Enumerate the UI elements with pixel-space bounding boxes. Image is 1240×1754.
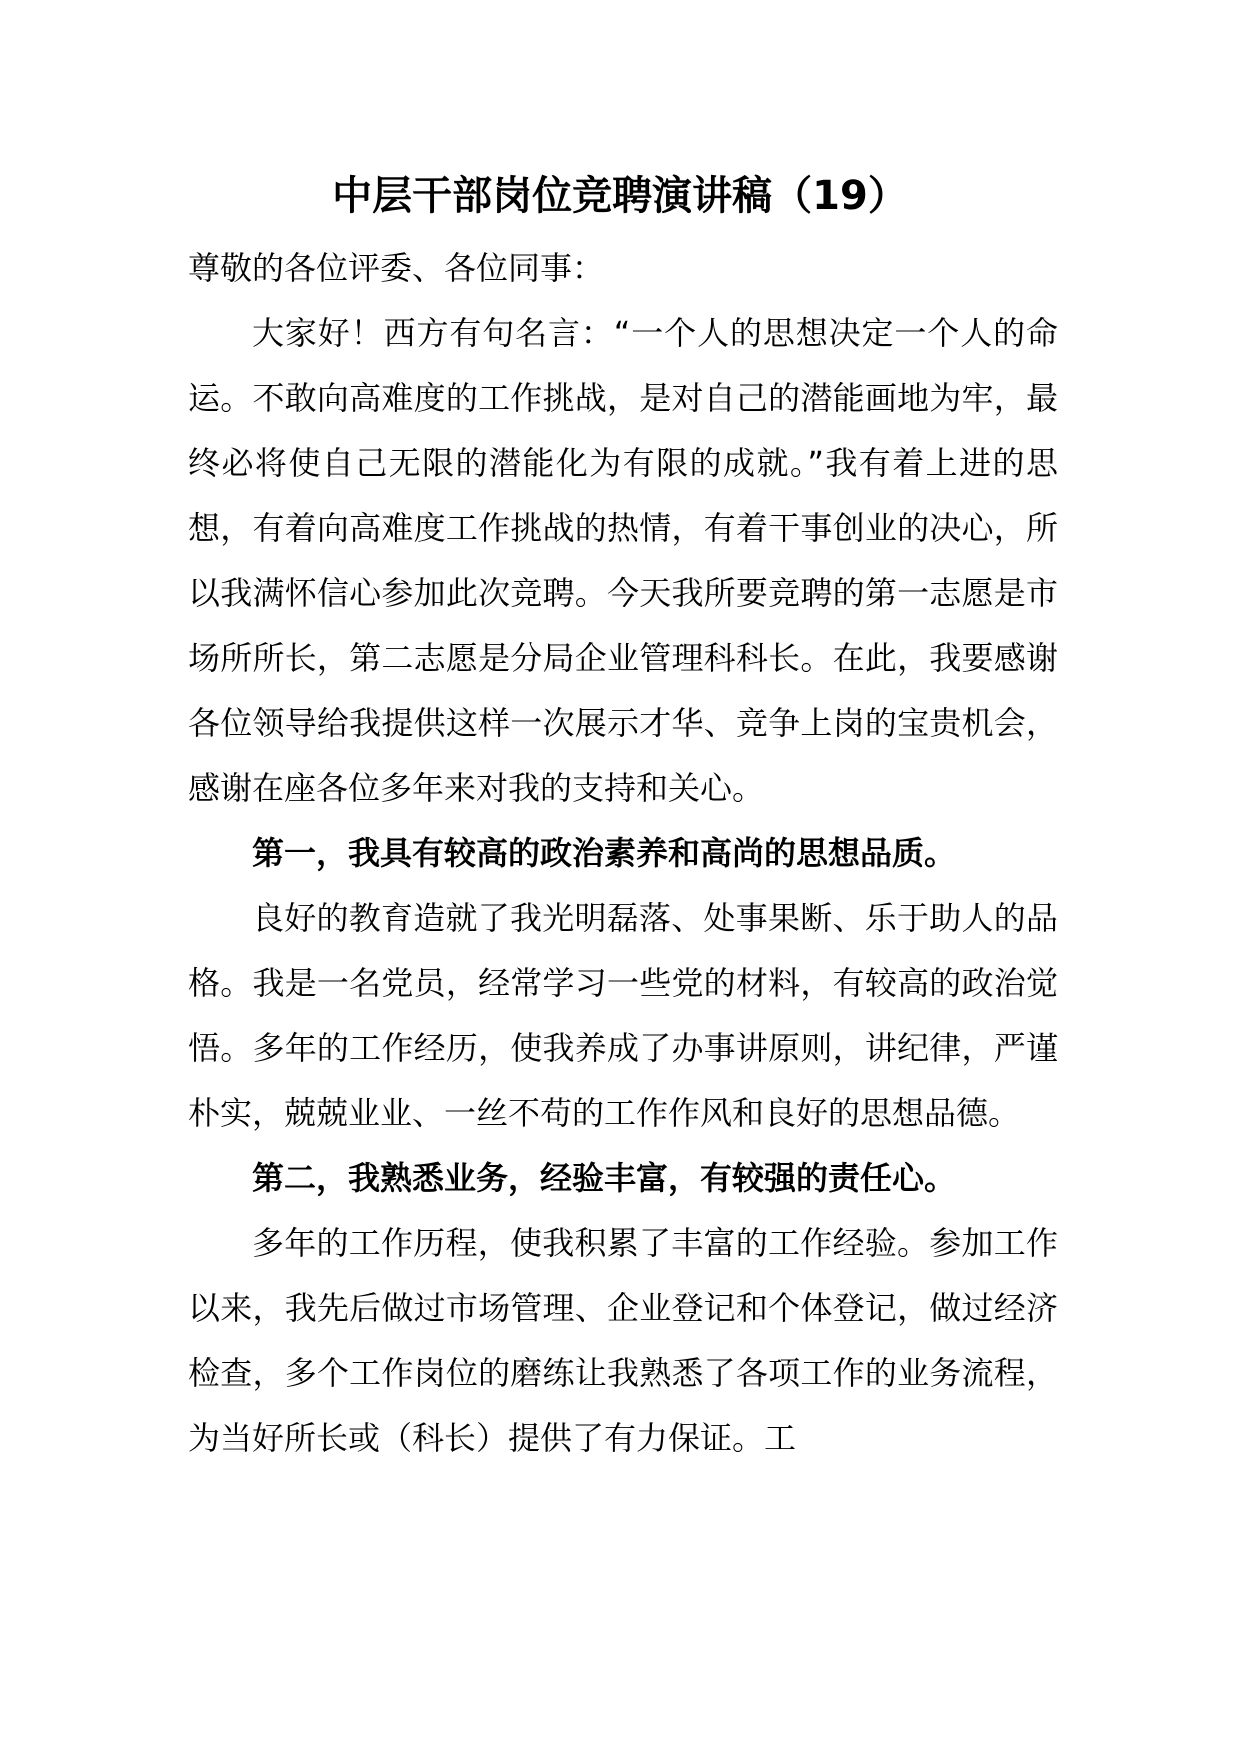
document-body bbox=[188, 236, 1058, 1471]
paragraph-2: 多年的工作历程，使我积累了丰富的工作经验。参加工作以来，我先后做过市场管理、企业登记和个体登记，做过经济检查，多个工作岗位的磨练让我熟悉了各项工作的业务流程，为当好所长或（科长）提供了有力保证。工 bbox=[188, 1224, 1058, 1457]
paragraph-intro: 大家好！西方有句名言：“一个人的思想决定一个人的命运。不敢向高难度的工作挑战，是对自己的潜能画地为牢，最终必将使自己无限的潜能化为有限的成就。”我有着上进的思想，有着向高难度工作挑战的热情，有着干事创业的决心，所以我满怀信心参加此次竞聘。今天我所要竞聘的第一志愿是市场所所长，第二志愿是分局企业管理科科长。在此，我要感谢各位领导给我提供这样一次展示才华、竞争上岗的宝贵机会，感谢在座各位多年来对我的支持和关心。 bbox=[188, 314, 1058, 807]
paragraph-1: 良好的教育造就了我光明磊落、处事果断、乐于助人的品格。我是一名党员，经常学习一些党的材料，有较高的政治觉悟。多年的工作经历，使我养成了办事讲原则，讲纪律，严谨朴实，兢兢业业、一丝不苟的工作作风和良好的思想品德。 bbox=[188, 899, 1058, 1132]
document-title: 中层干部岗位竞聘演讲稿（19） bbox=[332, 173, 908, 219]
salutation: 尊敬的各位评委、各位同事： bbox=[188, 249, 605, 287]
section-heading-1: 第一，我具有较高的政治素养和高尚的思想品质。 bbox=[252, 834, 957, 872]
section-heading-2: 第二，我熟悉业务，经验丰富，有较强的责任心。 bbox=[252, 1159, 957, 1197]
